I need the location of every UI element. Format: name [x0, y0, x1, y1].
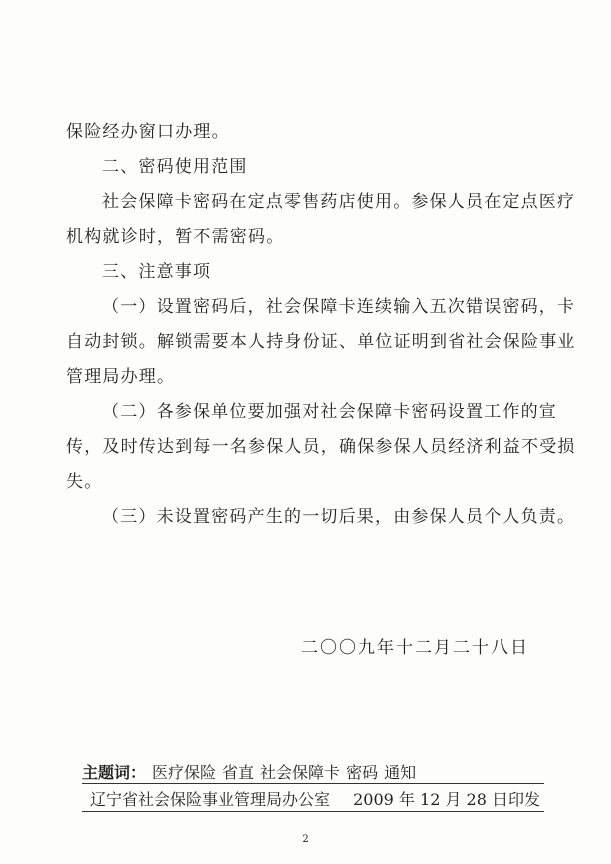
body-line-10: 传，及时传达到每一名参保人员，确保参保人员经济利益不受损: [66, 437, 576, 457]
issue-date: 2009 年 12 月 28 日印发: [353, 790, 540, 809]
body-line-11: 失。: [66, 472, 103, 492]
section-heading-2: 二、密码使用范围: [102, 157, 248, 177]
body-line-12: （三）未设置密码产生的一切后果，由参保人员个人负责。: [102, 507, 576, 527]
document-date: 二〇〇九年十二月二十八日: [301, 638, 529, 658]
body-line-3: 社会保障卡密码在定点零售药店使用。参保人员在定点医疗: [102, 192, 576, 212]
keyword-item: 社会保障卡: [260, 763, 341, 782]
issuing-office: 辽宁省社会保险事业管理局办公室: [90, 790, 331, 809]
issuer-row: [90, 787, 540, 810]
body-line-1: 保险经办窗口办理。: [66, 122, 230, 142]
keyword-item: 省直: [222, 763, 255, 782]
keyword-item: 医疗保险: [152, 763, 217, 782]
divider-bottom: [82, 811, 544, 812]
section-heading-3: 三、注意事项: [102, 262, 212, 282]
page-number: 2: [302, 834, 309, 845]
body-line-7: 自动封锁。解锁需要本人持身份证、单位证明到省社会保险事业: [66, 332, 576, 352]
keywords-label: 主题词：: [82, 763, 147, 782]
body-line-9: （二）各参保单位要加强对社会保障卡密码设置工作的宣: [102, 402, 557, 422]
body-line-6: （一）设置密码后，社会保障卡连续输入五次错误密码，卡: [102, 297, 576, 317]
subject-keywords: [82, 760, 416, 783]
keyword-item: 通知: [384, 763, 417, 782]
body-line-8: 管理局办理。: [66, 367, 176, 387]
keyword-item: 密码: [346, 763, 379, 782]
body-line-4: 机构就诊时，暂不需密码。: [66, 227, 285, 247]
divider-top: [82, 783, 544, 784]
